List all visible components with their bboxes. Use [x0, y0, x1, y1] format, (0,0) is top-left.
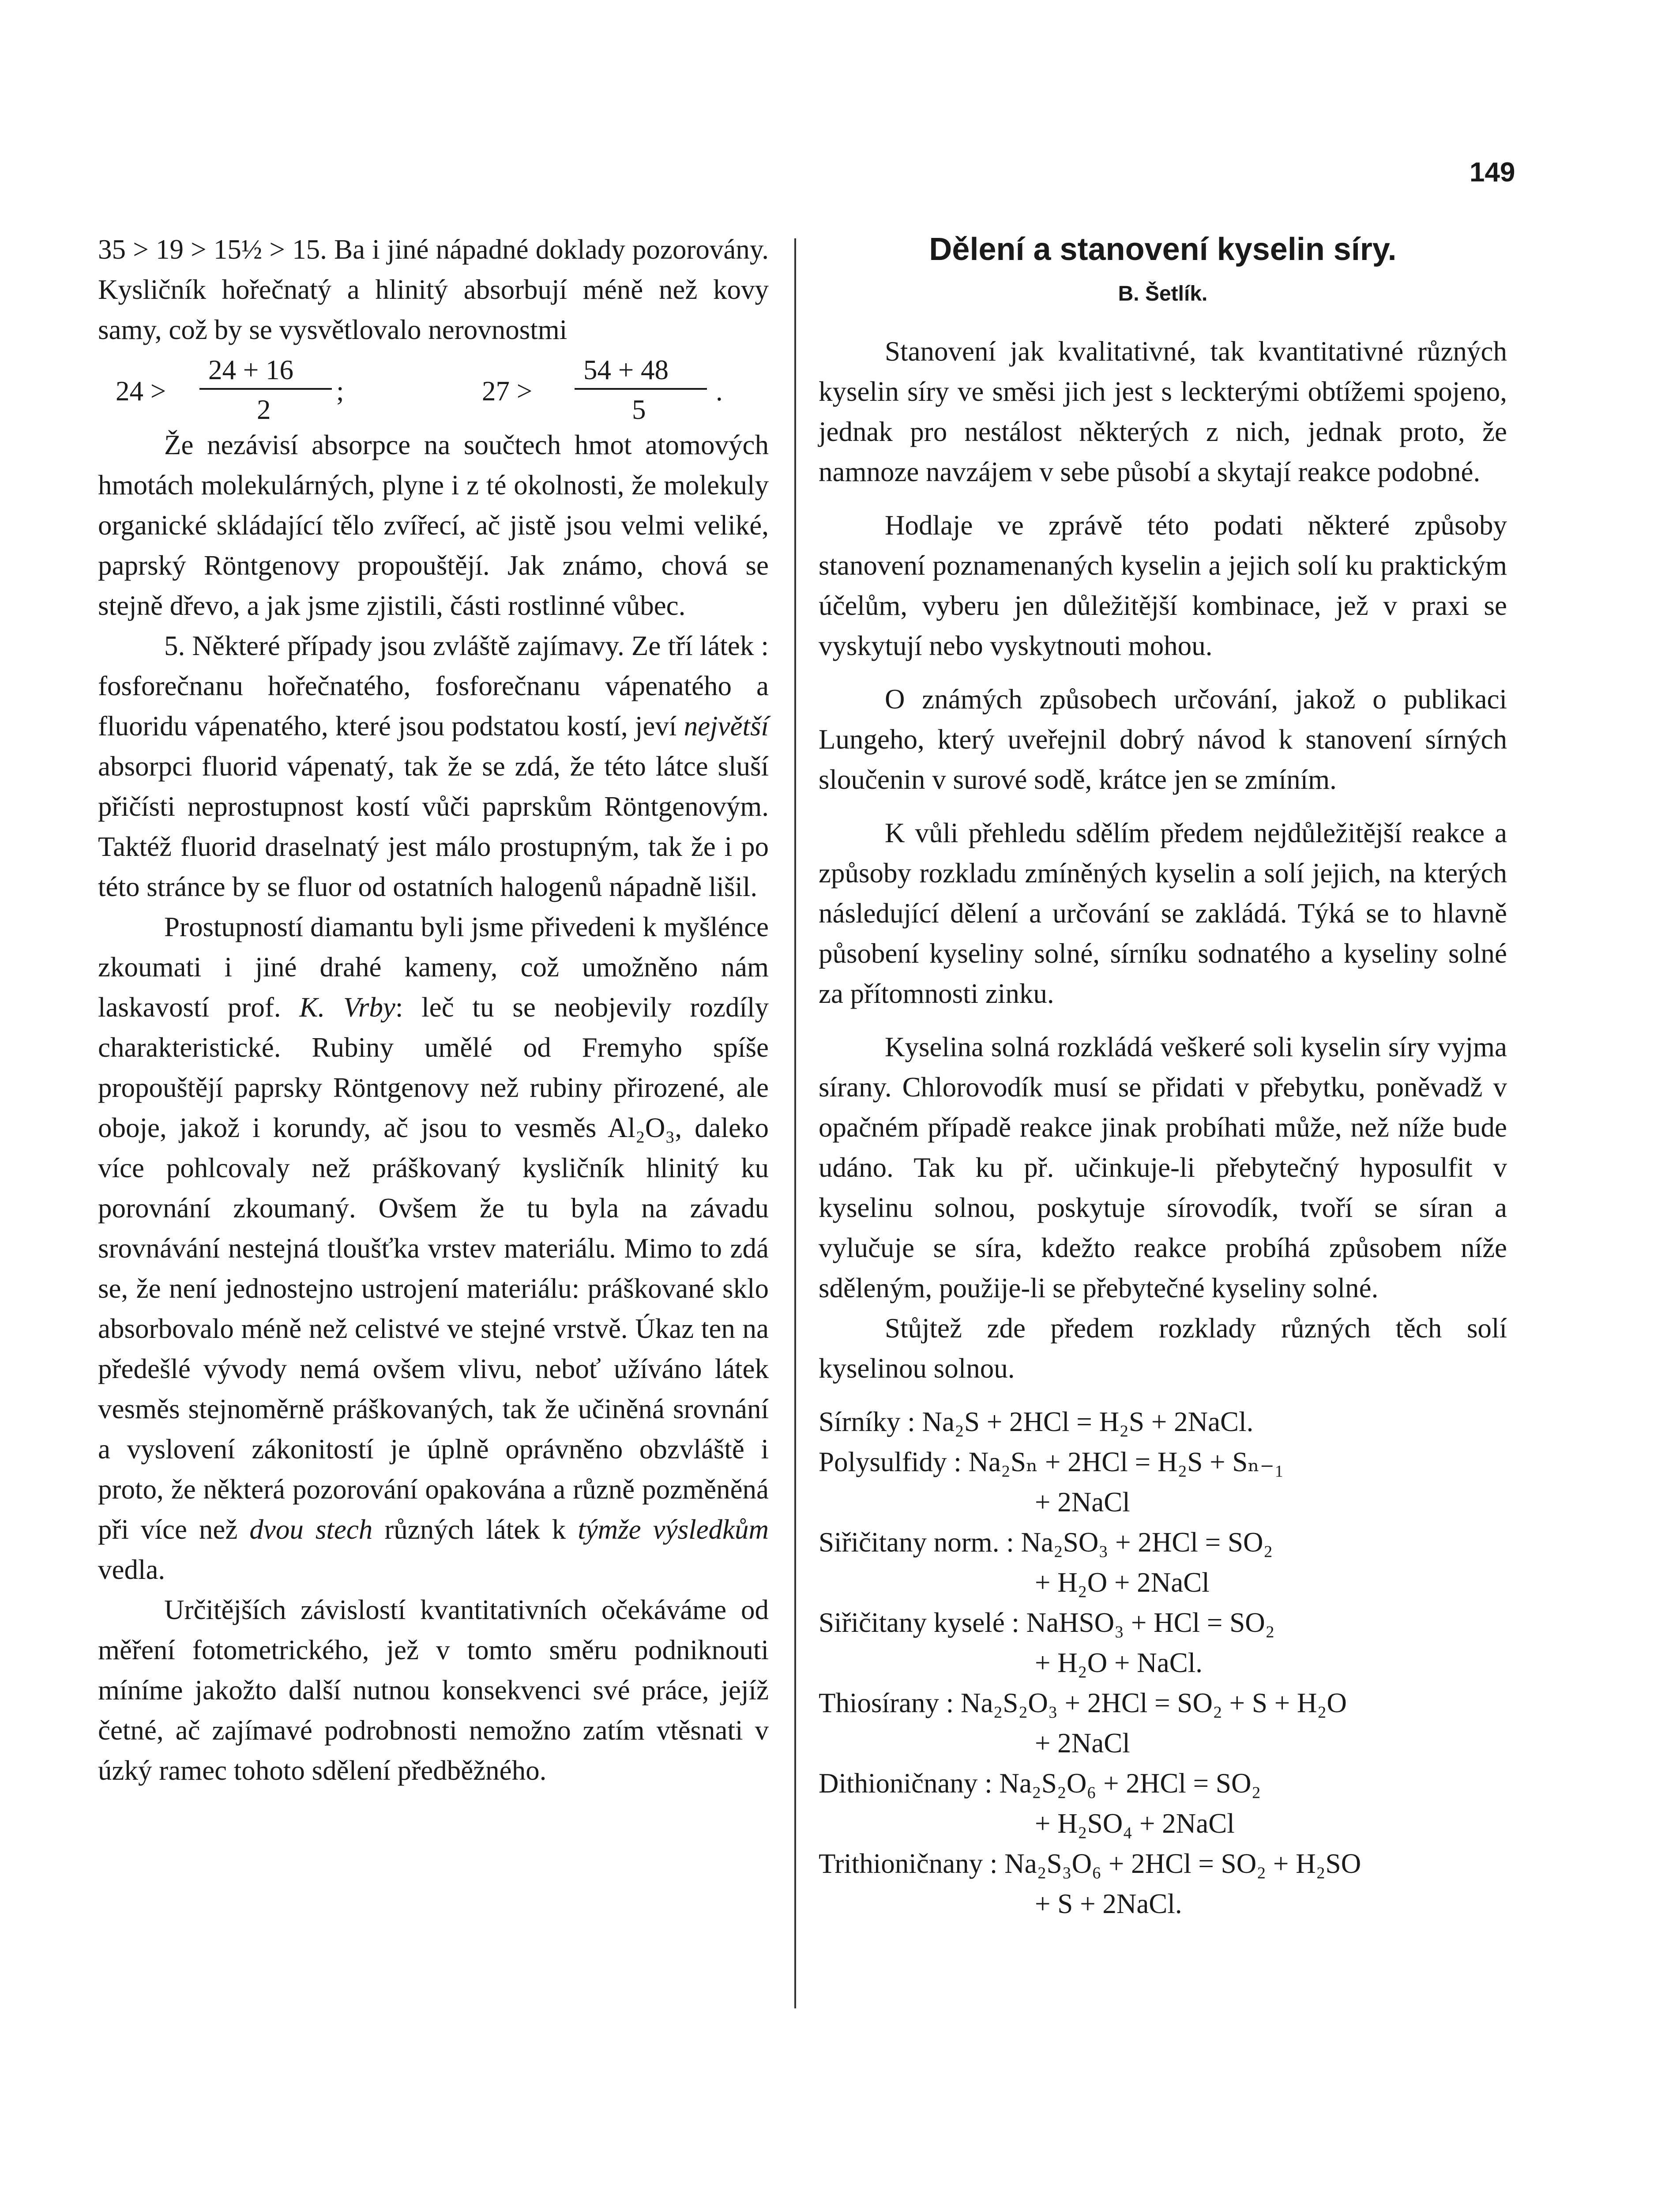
- ineq2-end: .: [716, 376, 723, 407]
- paragraph-pripady: 5. Některé případy jsou zvláště zajímavy. Ze tří látek : fosforečnanu hořečnatého, fosforečnanu vápenatého a fluoridu vápenatého, které jsou podstatou kostí, jeví největší absorpci fluorid vápenatý, tak že se zdá, že této látce sluší přičísti neprostupnost kostí vůči paprskům Röntgenovým. Taktéž fluorid draselnatý jest málo prostupným, tak že i po této stránce by se fluor od ostatních halogenů nápadně lišil.: [98, 630, 769, 902]
- equation-label: Thiosírany : Na₂S₂O₃ + 2HCl = SO₂ + S + H₂O: [819, 1687, 1347, 1718]
- equation-label: Dithioničnany : Na₂S₂O₆ + 2HCl = SO₂: [819, 1768, 1261, 1799]
- paragraph-zaver: Určitějších závislostí kvantitativních očekáváme od měření fotometrického, jež v tomto směru podniknouti míníme jakožto další nutnou konsekvenci své práce, jejíž četné, ač zajímavé podrobnosti nemožno zatím vtěsnati v úzký ramec tohoto sdělení předběžného.: [98, 1594, 769, 1786]
- column-divider: [794, 238, 796, 2008]
- paragraph-zpusobech: O známých způsobech určování, jakož o publikaci Lungeho, který uveřejnil dobrý návod k stanovení sírných sloučenin v surové sodě, krátce jen se zmíním.: [819, 684, 1507, 795]
- paragraph-prostupnost: Prostupností diamantu byli jsme přivedeni k myšlénce zkoumati i jiné drahé kameny, což umožněno nám laskavostí prof. K. Vrby: leč tu se neobjevily rozdíly charakteristické. Rubiny umělé od Fremyho spíše propouštějí paprsky Röntgenovy než rubiny přirozené, ale oboje, jakož i korundy, ač jsou to vesměs Al₂O₃, daleko více pohlcovaly než práškovaný kysličník hlinitý ku porovnání zkoumaný. Ovšem že tu byla na závadu srovnávání nestejná tloušťka vrstev materiálu. Mimo to zdá se, že není jednostejno ustrojení materiálu: práškované sklo absorbovalo méně než celistvé ve stejné vrstvě. Úkaz ten na předešlé vývody nemá ovšem vlivu, neboť užíváno látek vesměs stejnoměrně práškovaných, tak že učiněná srovnání a vyslovení zákonitostí je úplně oprávněno obzvláště i proto, že některá pozorování opakována a různě pozměněná při více než dvou stech různých látek k týmže výsledkům vedla.: [98, 911, 769, 1585]
- emphasis: dvou stech: [249, 1514, 373, 1545]
- equation-continuation: + 2NaCl: [1035, 1487, 1130, 1518]
- paragraph-hodlaje: Hodlaje ve zprávě této podati některé způsoby stanovení poznamenaných kyselin a jejich solí ku praktickým účelům, vyberu jen důležitější kombinace, jež v praxi se vyskytují nebo vyskytnouti mohou.: [819, 510, 1507, 661]
- ineq2-numerator: 54 + 48: [583, 354, 669, 385]
- page-number: 149: [1470, 157, 1515, 188]
- equation-label: Trithioničnany : Na₂S₃O₆ + 2HCl = SO₂ + H₂SO: [819, 1848, 1361, 1879]
- paragraph-prehled: K vůli přehledu sdělím předem nejdůležitější reakce a způsoby rozkladu zmíněných kyselin a solí jejich, na kterých následující dělení a určování se zakládá. Týká se to hlavně působení kyseliny solné, sírníku sodnatého a kyseliny solné za přítomnosti zinku.: [819, 817, 1507, 1009]
- emphasis: týmže výsledkům: [578, 1514, 769, 1545]
- paragraph-absorpce: Že nezávisí absorpce na součtech hmot atomových hmotách molekulárných, plyne i z té okolnosti, že molekuly organické skládající tělo zvířecí, ač jistě jsou velmi veliké, paprský Röntgenovy propouštějí. Jak známo, chová se stejně dřevo, a jak jsme zjistili, části rostlinné vůbec.: [98, 429, 769, 621]
- ineq1-separator: ;: [336, 376, 344, 407]
- paragraph-rozklady: Stůjtež zde předem rozklady různých těch solí kyselinou solnou.: [819, 1313, 1507, 1384]
- ineq1-numerator: 24 + 16: [208, 354, 294, 385]
- equation-continuation: + S + 2NaCl.: [1035, 1888, 1182, 1919]
- emphasis-name: K. Vrby: [299, 992, 395, 1023]
- intro-paragraph: 35 > 19 > 15½ > 15. Ba i jiné nápadné doklady pozorovány. Kysličník hořečnatý a hlinitý absorbují méně než kovy samy, což by se vysvětlovalo nerovnostmi: [98, 234, 769, 345]
- equation-list: [819, 1402, 1507, 1924]
- ineq1-lhs: 24 >: [116, 376, 166, 407]
- equation-label: Polysulfidy : Na₂Sₙ + 2HCl = H₂S + Sₙ₋₁: [819, 1446, 1284, 1477]
- emphasis: největší: [684, 711, 769, 742]
- paragraph-kyselina-solna: Kyselina solná rozkládá veškeré soli kyselin síry vyjma sírany. Chlorovodík musí se přidati v přebytku, poněvadž v opačném případě reakce jinak probíhati může, než níže bude udáno. Tak ku př. učinkuje-li přebytečný hyposulfit v kyselinu solnou, poskytuje sírovodík, tvoří se síran a vylučuje se síra, kdežto reakce probíhá způsobem níže sděleným, použije-li se přebytečné kyseliny solné.: [819, 1032, 1507, 1303]
- left-column: [98, 230, 769, 1791]
- equation-continuation: + H₂O + 2NaCl: [1035, 1567, 1210, 1598]
- right-column: [819, 230, 1507, 1924]
- ineq1-denominator: 2: [257, 394, 271, 425]
- article-author: B. Šetlík.: [1118, 282, 1208, 305]
- ineq2-lhs: 27 >: [482, 376, 533, 407]
- equation-continuation: + 2NaCl: [1035, 1728, 1130, 1759]
- paragraph-stanoveni: Stanovení jak kvalitativné, tak kvantitativné různých kyselin síry ve směsi jich jest s leckterými obtížemi spojeno, jednak pro nestálost některých z nich, jednak proto, že namnoze navzájem v sebe působí a skytají reakce podobné.: [819, 336, 1507, 487]
- inequality-row: [98, 354, 769, 425]
- equation-label: Siřičitany kyselé : NaHSO₃ + HCl = SO₂: [819, 1607, 1275, 1638]
- equation-label: Sírníky : Na₂S + 2HCl = H₂S + 2NaCl.: [819, 1406, 1254, 1437]
- equation-continuation: + H₂O + NaCl.: [1035, 1647, 1203, 1678]
- article-title: Dělení a stanovení kyselin síry.: [929, 232, 1397, 267]
- ineq2-denominator: 5: [632, 394, 646, 425]
- equation-continuation: + H₂SO₄ + 2NaCl: [1035, 1808, 1235, 1839]
- equation-label: Siřičitany norm. : Na₂SO₃ + 2HCl = SO₂: [819, 1527, 1273, 1558]
